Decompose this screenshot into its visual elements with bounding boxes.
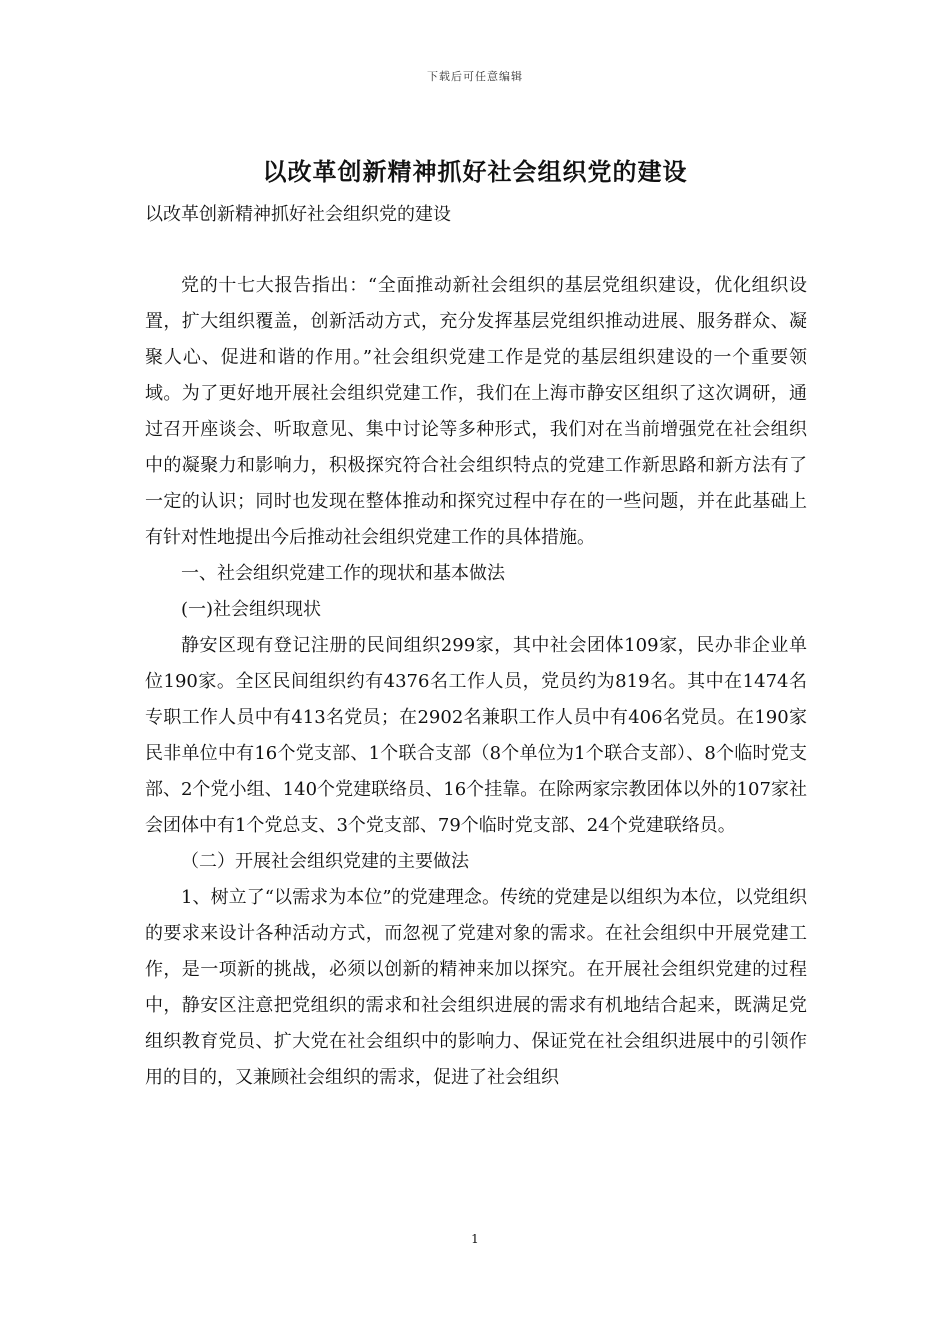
document-title: 以改革创新精神抓好社会组织党的建设 — [262, 157, 688, 186]
paragraph-status: 静安区现有登记注册的民间组织299家，其中社会团体109家，民办非企业单位190家。全区民间组织约有4376名工作人员，党员约为819名。其中在1474名专职工作人员中有413名党员；在2902名兼职工作人员中有406名党员。在190家民非单位中有16个党支部、1个联合支部（8个单位为1个联合支部）、8个临时党支部、2个党小组、140个党建联络员、16个挂靠。在除两家宗教团体以外的107家社会团体中有1个党总支、3个党支部、79个临时党支部、24个党建联络员。 — [145, 635, 807, 836]
subsection-heading-1: (一)社会组织现状 — [181, 599, 322, 620]
document-subtitle: 以改革创新精神抓好社会组织党的建设 — [145, 204, 451, 225]
document-body — [145, 268, 807, 1096]
section-heading-1: 一、社会组织党建工作的现状和基本做法 — [181, 563, 505, 584]
paragraph-intro: 党的十七大报告指出：“全面推动新社会组织的基层党组织建设，优化组织设置，扩大组织覆盖，创新活动方式，充分发挥基层党组织推动进展、服务群众、凝聚人心、促进和谐的作用。”社会组织党建工作是党的基层组织建设的一个重要领域。为了更好地开展社会组织党建工作，我们在上海市静安区组织了这次调研，通过召开座谈会、听取意见、集中讨论等多种形式，我们对在当前增强党在社会组织中的凝聚力和影响力，积极探究符合社会组织特点的党建工作新思路和新方法有了一定的认识；同时也发现在整体推动和探究过程中存在的一些问题，并在此基础上有针对性地提出今后推动社会组织党建工作的具体措施。 — [145, 275, 807, 548]
paragraph-practice-1: 1、树立了“以需求为本位”的党建理念。传统的党建是以组织为本位，以党组织的要求来设计各种活动方式，而忽视了党建对象的需求。在社会组织中开展党建工作，是一项新的挑战，必须以创新的精神来加以探究。在开展社会组织党建的过程中，静安区注意把党组织的需求和社会组织进展的需求有机地结合起来，既满足党组织教育党员、扩大党在社会组织中的影响力、保证党在社会组织进展中的引领作用的目的，又兼顾社会组织的需求，促进了社会组织 — [145, 887, 807, 1088]
page-number: 1 — [471, 1232, 479, 1246]
subsection-heading-2: （二）开展社会组织党建的主要做法 — [181, 851, 469, 872]
header-note: 下载后可任意编辑 — [427, 70, 523, 83]
